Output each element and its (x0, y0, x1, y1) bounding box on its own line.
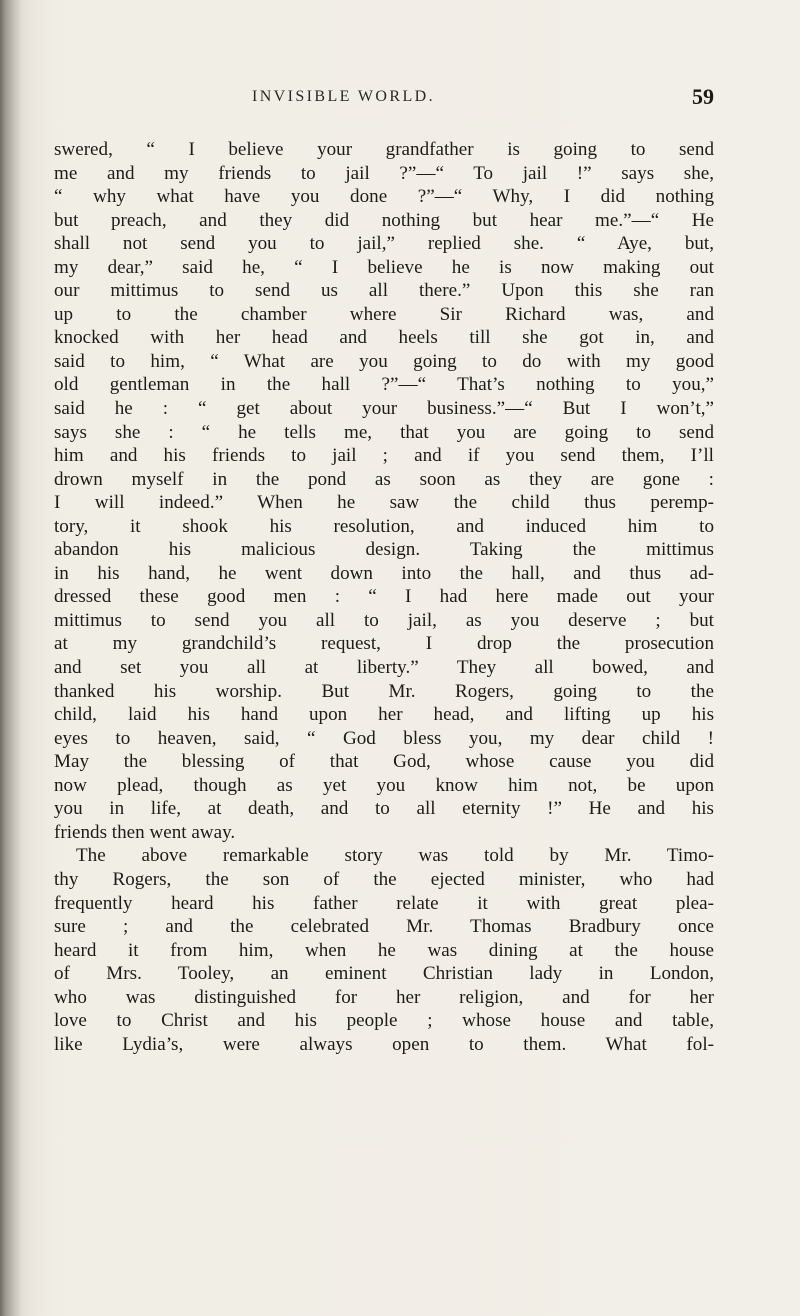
text-line: of Mrs. Tooley, an eminent Christian lady in London, (54, 963, 714, 985)
text-line: up to the chamber where Sir Richard was, and (54, 303, 714, 325)
text-line: him and his friends to jail ; and if you send them, I’ll (54, 445, 714, 467)
paragraph-start-line: The above remarkable story was told by Mr. Timo- (76, 845, 714, 867)
text-line: love to Christ and his people ; whose house and table, (54, 1010, 714, 1032)
text-line: says she : “ he tells me, that you are going to send (54, 421, 714, 443)
text-line: you in life, at death, and to all eternity !” He and his (54, 798, 714, 820)
text-line: “ why what have you done ?”—“ Why, I did nothing (54, 186, 714, 208)
text-line: knocked with her head and heels till she got in, and (54, 327, 714, 349)
text-line: like Lydia’s, were always open to them. What fol- (54, 1033, 714, 1055)
text-line: shall not send you to jail,” replied she. “ Aye, but, (54, 233, 714, 255)
text-line: who was distinguished for her religion, and for her (54, 986, 714, 1008)
text-line: said to him, “ What are you going to do with my good (54, 350, 714, 372)
text-line: our mittimus to send us all there.” Upon this she ran (54, 280, 714, 302)
body-text (54, 138, 714, 1056)
text-line: at my grandchild’s request, I drop the prosecution (54, 633, 714, 655)
text-line: thy Rogers, the son of the ejected minister, who had (54, 868, 714, 890)
text-line: said he : “ get about your business.”—“ But I won’t,” (54, 398, 714, 420)
page-header (54, 84, 714, 118)
page-number: 59 (692, 84, 714, 109)
text-line: sure ; and the celebrated Mr. Thomas Bradbury once (54, 916, 714, 938)
text-line: mittimus to send you all to jail, as you deserve ; but (54, 609, 714, 631)
running-head: INVISIBLE WORLD. (252, 88, 435, 105)
text-line: old gentleman in the hall ?”—“ That’s nothing to you,” (54, 374, 714, 396)
text-line: thanked his worship. But Mr. Rogers, going to the (54, 680, 714, 702)
text-line: drown myself in the pond as soon as they are gone : (54, 468, 714, 490)
text-line: heard it from him, when he was dining at the house (54, 939, 714, 961)
text-line: eyes to heaven, said, “ God bless you, my dear child ! (54, 727, 714, 749)
text-line: and set you all at liberty.” They all bowed, and (54, 657, 714, 679)
text-line: May the blessing of that God, whose cause you did (54, 751, 714, 773)
text-line: me and my friends to jail ?”—“ To jail !” says she, (54, 162, 714, 184)
text-line: I will indeed.” When he saw the child thus peremp- (54, 492, 714, 514)
page-spine-shadow (0, 0, 22, 1316)
text-line: friends then went away. (54, 821, 236, 843)
text-line: tory, it shook his resolution, and induced him to (54, 515, 714, 537)
text-line: abandon his malicious design. Taking the mittimus (54, 539, 714, 561)
text-line: my dear,” said he, “ I believe he is now making out (54, 256, 714, 278)
text-line: swered, “ I believe your grandfather is going to send (54, 139, 714, 160)
text-line: in his hand, he went down into the hall, and thus ad- (54, 562, 714, 584)
text-line: frequently heard his father relate it with great plea- (54, 892, 714, 914)
text-line: now plead, though as yet you know him not, be upon (54, 774, 714, 796)
text-line: dressed these good men : “ I had here made out your (54, 586, 714, 608)
text-line: child, laid his hand upon her head, and lifting up his (54, 704, 714, 726)
text-line: but preach, and they did nothing but hear me.”—“ He (54, 209, 714, 231)
